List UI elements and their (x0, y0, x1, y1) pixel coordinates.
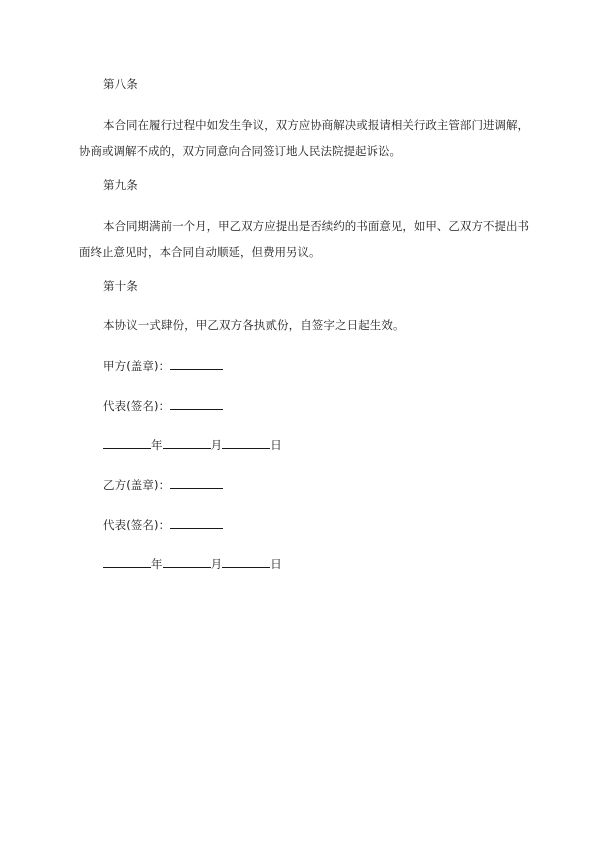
date-b-day-blank[interactable] (222, 556, 270, 568)
date-a-year-blank[interactable] (103, 437, 151, 449)
party-b-seal-blank[interactable] (170, 477, 223, 489)
rep-a-sign-label: 代表(签名)： (103, 399, 171, 413)
date-b-day-label: 日 (270, 557, 282, 571)
article-10-heading: 第十条 (103, 279, 138, 293)
date-b-line (103, 556, 282, 571)
article-9-heading: 第九条 (103, 178, 138, 192)
party-a-seal-line (103, 358, 223, 373)
rep-b-sign-label: 代表(签名)： (103, 518, 171, 532)
article-9-body: 本合同期满前一个月，甲乙双方应提出是否续约的书面意见，如甲、乙双方不提出书面终止意见时，本合同自动顺延，但费用另议。 (79, 219, 529, 259)
party-a-seal-blank[interactable] (170, 358, 223, 370)
article-8-body: 本合同在履行过程中如发生争议，双方应协商解决或报请相关行政主管部门进调解，协商或调解不成的，双方同意向合同签订地人民法院提起诉讼。 (79, 118, 529, 158)
rep-b-sign-blank[interactable] (170, 517, 223, 529)
rep-b-sign-line (103, 517, 223, 532)
rep-a-sign-blank[interactable] (170, 398, 223, 410)
date-a-line (103, 437, 282, 452)
party-b-seal-line (103, 477, 223, 492)
article-10-body: 本协议一式肆份，甲乙双方各执贰份，自签字之日起生效。 (103, 318, 405, 332)
party-b-seal-label: 乙方(盖章)： (103, 478, 171, 492)
date-b-year-label: 年 (151, 557, 163, 571)
date-a-month-blank[interactable] (163, 437, 211, 449)
date-b-month-blank[interactable] (163, 556, 211, 568)
rep-a-sign-line (103, 398, 223, 413)
date-b-month-label: 月 (210, 557, 223, 571)
date-a-day-label: 日 (270, 438, 282, 452)
article-8-heading: 第八条 (103, 77, 138, 91)
date-a-day-blank[interactable] (222, 437, 270, 449)
party-a-seal-label: 甲方(盖章)： (103, 359, 171, 373)
date-a-month-label: 月 (210, 438, 223, 452)
date-b-year-blank[interactable] (103, 556, 151, 568)
date-a-year-label: 年 (151, 438, 163, 452)
